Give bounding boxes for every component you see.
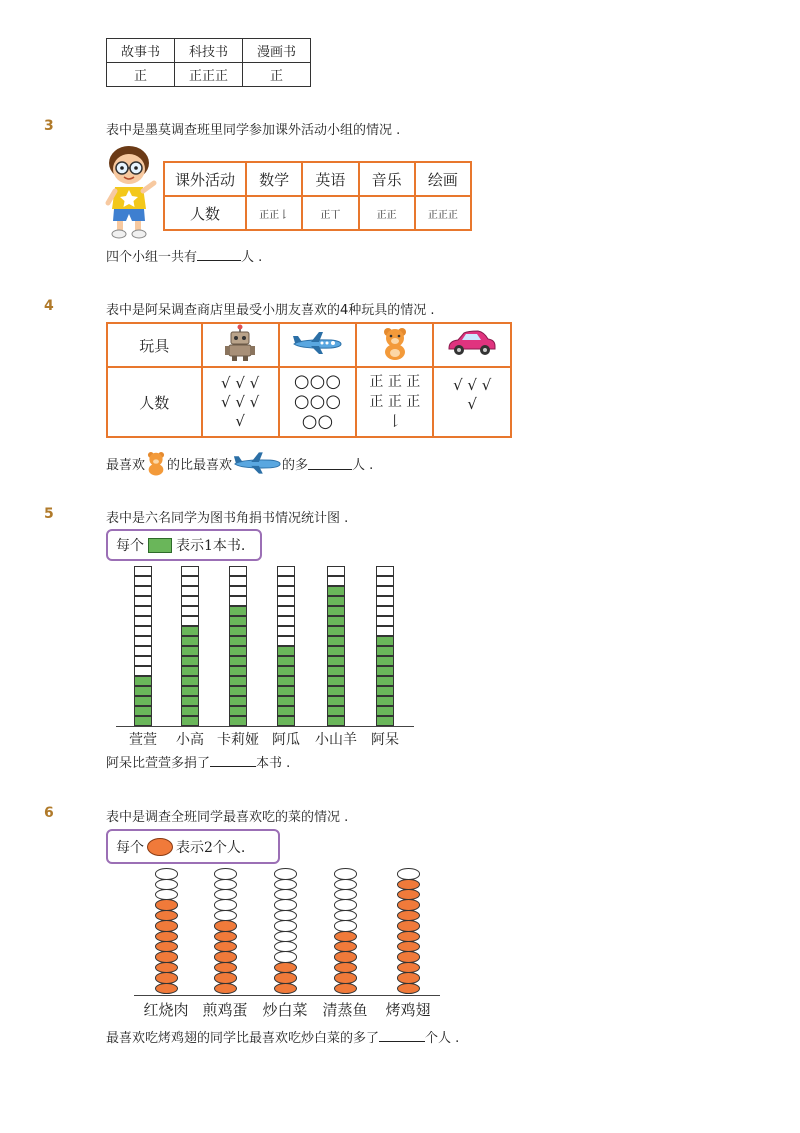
teddy-bear-icon — [145, 450, 167, 476]
bear-marks — [356, 367, 433, 437]
oval-empty — [334, 920, 357, 931]
oval-filled — [274, 972, 297, 983]
bar-cell-filled — [376, 676, 394, 686]
oval-empty — [274, 910, 297, 921]
question-after: 人 . — [352, 457, 374, 473]
activity-row-label: 人数 — [164, 196, 246, 230]
oval-filled — [334, 983, 357, 994]
robot-marks — [202, 367, 279, 437]
bar-cell-filled — [181, 696, 199, 706]
question-line — [106, 450, 373, 476]
bar-cell-filled — [229, 716, 247, 726]
bar-cell-empty — [181, 586, 199, 596]
bar-cell-empty — [229, 586, 247, 596]
question-text: 表中是六名同学为图书角捐书情况统计图 . — [106, 511, 349, 526]
x-axis-line — [116, 726, 414, 727]
oval-filled — [397, 879, 420, 890]
bar-cell-empty — [134, 626, 152, 636]
bar-cell-empty — [277, 626, 295, 636]
oval-empty — [274, 899, 297, 910]
bar-cell-empty — [376, 616, 394, 626]
bar-cell-filled — [229, 666, 247, 676]
mark-line: ○○○ — [293, 371, 342, 392]
activity-header-label: 课外活动 — [164, 162, 246, 196]
oval-empty — [334, 910, 357, 921]
question-number: 5 — [44, 506, 54, 522]
activity-name: 音乐 — [359, 162, 415, 196]
bar-cell-filled — [181, 626, 199, 636]
question-text: 表中是墨莫调查班里同学参加课外活动小组的情况 . — [106, 123, 401, 138]
question-number: 4 — [44, 298, 54, 314]
mark-line: 正 正 正 — [369, 394, 421, 410]
oval-filled — [155, 910, 178, 921]
toy-car-icon — [446, 328, 498, 358]
bar-cell-empty — [229, 566, 247, 576]
oval-empty — [214, 910, 237, 921]
oval-filled — [334, 972, 357, 983]
mark-line: √ √ √ — [453, 376, 492, 394]
question-middle: 的多 — [282, 457, 309, 473]
bar-cell-filled — [277, 676, 295, 686]
oval-filled — [334, 931, 357, 942]
activity-tally: 正正 — [359, 196, 415, 230]
bar-cell-filled — [376, 706, 394, 716]
robot-icon — [223, 324, 257, 362]
chart-legend — [106, 529, 262, 561]
oval-empty — [274, 889, 297, 900]
legend-text: 每个 — [116, 538, 144, 554]
oval-empty — [334, 879, 357, 890]
answer-blank[interactable] — [379, 1029, 425, 1042]
bar-cell-filled — [134, 686, 152, 696]
bar-cell-empty — [376, 586, 394, 596]
bar-cell-empty — [181, 616, 199, 626]
bar-cell-filled — [229, 676, 247, 686]
bar-cell-filled — [376, 666, 394, 676]
question-after: 个人 . — [425, 1031, 460, 1046]
bar-cell-filled — [229, 706, 247, 716]
bar-cell-filled — [134, 676, 152, 686]
bar-cell-empty — [181, 566, 199, 576]
bar-cell-filled — [229, 646, 247, 656]
answer-blank[interactable] — [308, 457, 352, 470]
category-label: 烤鸡翅 — [385, 1001, 431, 1019]
bar-cell-filled — [181, 636, 199, 646]
bar-cell-filled — [229, 636, 247, 646]
bar-cell-filled — [277, 696, 295, 706]
bar-cell-filled — [229, 626, 247, 636]
book-header: 科技书 — [175, 39, 243, 63]
toy-row-label: 人数 — [107, 367, 202, 437]
bar-cell-empty — [134, 576, 152, 586]
bar-cell-filled — [229, 686, 247, 696]
oval-filled — [274, 962, 297, 973]
oval-filled — [155, 972, 178, 983]
bar-cell-empty — [376, 626, 394, 636]
mark-line: √ — [235, 411, 245, 430]
category-label: 卡莉娅 — [217, 732, 259, 748]
oval-empty — [274, 920, 297, 931]
bar-cell-empty — [376, 606, 394, 616]
oval-empty — [274, 931, 297, 942]
bar-cell-empty — [376, 596, 394, 606]
bar-cell-empty — [277, 586, 295, 596]
category-label: 清蒸鱼 — [322, 1001, 368, 1019]
bar-cell-empty — [181, 576, 199, 586]
question-after: 本书 . — [256, 756, 291, 771]
activity-name: 数学 — [246, 162, 302, 196]
activity-tally: 正正𠄌 — [246, 196, 302, 230]
oval-filled — [397, 972, 420, 983]
toy-table — [106, 322, 512, 438]
oval-empty — [155, 868, 178, 879]
bar-cell-filled — [327, 656, 345, 666]
bar-cell-filled — [229, 616, 247, 626]
book-tally: 正 — [107, 63, 175, 87]
activity-tally: 正丅 — [302, 196, 358, 230]
book-tally: 正 — [243, 63, 311, 87]
bar-cell-filled — [134, 716, 152, 726]
category-label: 炒白菜 — [262, 1001, 308, 1019]
oval-filled — [334, 941, 357, 952]
oval-empty — [274, 951, 297, 962]
oval-filled — [397, 951, 420, 962]
bar-cell-filled — [181, 646, 199, 656]
oval-empty — [274, 879, 297, 890]
oval-empty — [155, 889, 178, 900]
bar-cell-filled — [229, 696, 247, 706]
teddy-bear-icon — [380, 326, 410, 360]
bar-cell-empty — [277, 616, 295, 626]
bar-cell-filled — [181, 686, 199, 696]
mark-line: √ √ √ — [221, 392, 260, 411]
oval-filled — [397, 889, 420, 900]
question-number: 6 — [44, 805, 54, 821]
legend-text: 表示2个人. — [176, 839, 246, 856]
oval-filled — [155, 920, 178, 931]
bar-cell-filled — [327, 626, 345, 636]
toy-bear-cell — [356, 323, 433, 367]
oval-filled — [155, 962, 178, 973]
oval-empty — [397, 868, 420, 879]
oval-filled — [214, 931, 237, 942]
question-middle: 的比最喜欢 — [167, 457, 233, 473]
bar-cell-filled — [376, 656, 394, 666]
question-text: 表中是阿呆调查商店里最受小朋友喜欢的4种玩具的情况 . — [106, 303, 435, 318]
oval-filled — [334, 962, 357, 973]
answer-blank[interactable] — [210, 754, 256, 767]
question-after: 人 . — [241, 250, 263, 265]
oval-filled — [214, 983, 237, 994]
oval-filled — [397, 931, 420, 942]
bar-cell-filled — [277, 656, 295, 666]
oval-filled — [397, 910, 420, 921]
oval-filled — [155, 899, 178, 910]
question-before: 阿呆比萱萱多捐了 — [106, 756, 211, 771]
oval-filled — [397, 920, 420, 931]
mark-line: √ √ √ — [221, 373, 260, 392]
oval-empty — [155, 879, 178, 890]
bar-cell-empty — [376, 576, 394, 586]
book-header: 漫画书 — [243, 39, 311, 63]
bar-cell-filled — [229, 656, 247, 666]
category-label: 萱萱 — [129, 732, 157, 748]
oval-empty — [214, 868, 237, 879]
car-marks — [433, 367, 511, 437]
legend-text: 每个 — [116, 839, 144, 856]
bar-cell-filled — [327, 706, 345, 716]
bar-cell-empty — [181, 596, 199, 606]
bar-cell-empty — [134, 596, 152, 606]
toy-car-cell — [433, 323, 511, 367]
boy-cartoon-icon — [102, 143, 160, 239]
oval-filled — [214, 972, 237, 983]
oval-filled — [397, 941, 420, 952]
bar-cell-empty — [134, 616, 152, 626]
question-before: 最喜欢 — [106, 457, 146, 473]
oval-filled — [334, 951, 357, 962]
bar-cell-empty — [327, 566, 345, 576]
bar-cell-empty — [327, 576, 345, 586]
bar-cell-filled — [229, 606, 247, 616]
chart-legend — [106, 829, 280, 864]
bar-cell-filled — [181, 706, 199, 716]
activity-name: 绘画 — [415, 162, 471, 196]
bar-cell-empty — [134, 636, 152, 646]
oval-empty — [334, 889, 357, 900]
oval-filled — [214, 962, 237, 973]
question-text: 表中是调查全班同学最喜欢吃的菜的情况 . — [106, 810, 349, 825]
oval-empty — [274, 941, 297, 952]
oval-filled — [214, 951, 237, 962]
category-label: 红烧肉 — [143, 1001, 189, 1019]
oval-filled — [397, 899, 420, 910]
bar-cell-filled — [277, 716, 295, 726]
oval-filled — [155, 941, 178, 952]
category-label: 小高 — [176, 732, 204, 748]
bar-cell-filled — [376, 646, 394, 656]
airplane-icon — [291, 330, 343, 356]
bar-cell-filled — [181, 656, 199, 666]
oval-empty — [334, 899, 357, 910]
orange-oval-icon — [147, 838, 173, 856]
mark-line: ○○ — [301, 411, 334, 432]
bar-cell-empty — [134, 566, 152, 576]
bar-cell-empty — [277, 636, 295, 646]
legend-text: 表示1本书. — [176, 538, 246, 554]
bar-cell-filled — [181, 716, 199, 726]
bar-cell-filled — [327, 586, 345, 596]
oval-empty — [274, 868, 297, 879]
bar-cell-filled — [327, 616, 345, 626]
oval-filled — [397, 983, 420, 994]
bar-cell-filled — [327, 636, 345, 646]
book-header: 故事书 — [107, 39, 175, 63]
toy-airplane-cell — [279, 323, 357, 367]
bar-cell-filled — [327, 666, 345, 676]
bar-cell-filled — [376, 686, 394, 696]
bar-cell-filled — [134, 696, 152, 706]
oval-empty — [214, 899, 237, 910]
bar-cell-empty — [134, 606, 152, 616]
bar-cell-empty — [376, 566, 394, 576]
toy-robot-cell — [202, 323, 279, 367]
oval-empty — [214, 889, 237, 900]
bar-cell-empty — [134, 586, 152, 596]
bar-cell-filled — [376, 636, 394, 646]
answer-blank[interactable] — [197, 248, 241, 261]
bar-cell-empty — [277, 596, 295, 606]
green-square-icon — [148, 538, 172, 553]
question-before: 最喜欢吃烤鸡翅的同学比最喜欢吃炒白菜的多了 — [106, 1031, 380, 1046]
question-line — [106, 246, 262, 265]
bar-cell-empty — [134, 666, 152, 676]
category-label: 小山羊 — [315, 732, 357, 748]
bar-cell-filled — [327, 676, 345, 686]
mark-line: 𠄌 — [387, 414, 402, 430]
bar-cell-filled — [327, 716, 345, 726]
bar-cell-empty — [277, 566, 295, 576]
category-label: 阿瓜 — [272, 732, 300, 748]
airplane-icon — [232, 450, 282, 476]
bar-cell-filled — [134, 706, 152, 716]
activity-table — [163, 161, 472, 231]
category-label: 阿呆 — [371, 732, 399, 748]
oval-filled — [214, 920, 237, 931]
bar-cell-empty — [134, 646, 152, 656]
question-line — [106, 1027, 459, 1046]
oval-filled — [155, 931, 178, 942]
mark-line: 正 正 正 — [369, 374, 421, 390]
oval-empty — [214, 879, 237, 890]
bar-cell-filled — [277, 706, 295, 716]
oval-filled — [214, 941, 237, 952]
bar-cell-filled — [277, 666, 295, 676]
oval-filled — [155, 951, 178, 962]
toy-header-label: 玩具 — [107, 323, 202, 367]
bar-cell-filled — [277, 646, 295, 656]
oval-filled — [274, 983, 297, 994]
bar-cell-empty — [229, 576, 247, 586]
bar-cell-filled — [327, 606, 345, 616]
oval-empty — [334, 868, 357, 879]
bar-cell-filled — [376, 716, 394, 726]
book-table — [106, 38, 311, 87]
airplane-marks — [279, 367, 357, 437]
bar-cell-empty — [277, 576, 295, 586]
bar-cell-filled — [327, 686, 345, 696]
bar-cell-filled — [327, 596, 345, 606]
bar-cell-empty — [229, 596, 247, 606]
bar-cell-filled — [181, 676, 199, 686]
bar-cell-filled — [277, 686, 295, 696]
bar-cell-filled — [327, 646, 345, 656]
oval-filled — [397, 962, 420, 973]
activity-tally: 正正正 — [415, 196, 471, 230]
question-line — [106, 752, 290, 771]
category-label: 煎鸡蛋 — [202, 1001, 248, 1019]
mark-line: √ — [467, 395, 477, 413]
bar-cell-empty — [277, 606, 295, 616]
question-before: 四个小组一共有 — [106, 250, 198, 265]
bar-cell-filled — [181, 666, 199, 676]
activity-name: 英语 — [302, 162, 358, 196]
oval-filled — [155, 983, 178, 994]
mark-line: ○○○ — [293, 391, 342, 412]
bar-cell-filled — [376, 696, 394, 706]
bar-cell-empty — [134, 656, 152, 666]
bar-cell-empty — [181, 606, 199, 616]
question-number: 3 — [44, 118, 54, 134]
x-axis-line — [134, 995, 440, 996]
book-tally: 正正正 — [175, 63, 243, 87]
bar-cell-filled — [327, 696, 345, 706]
